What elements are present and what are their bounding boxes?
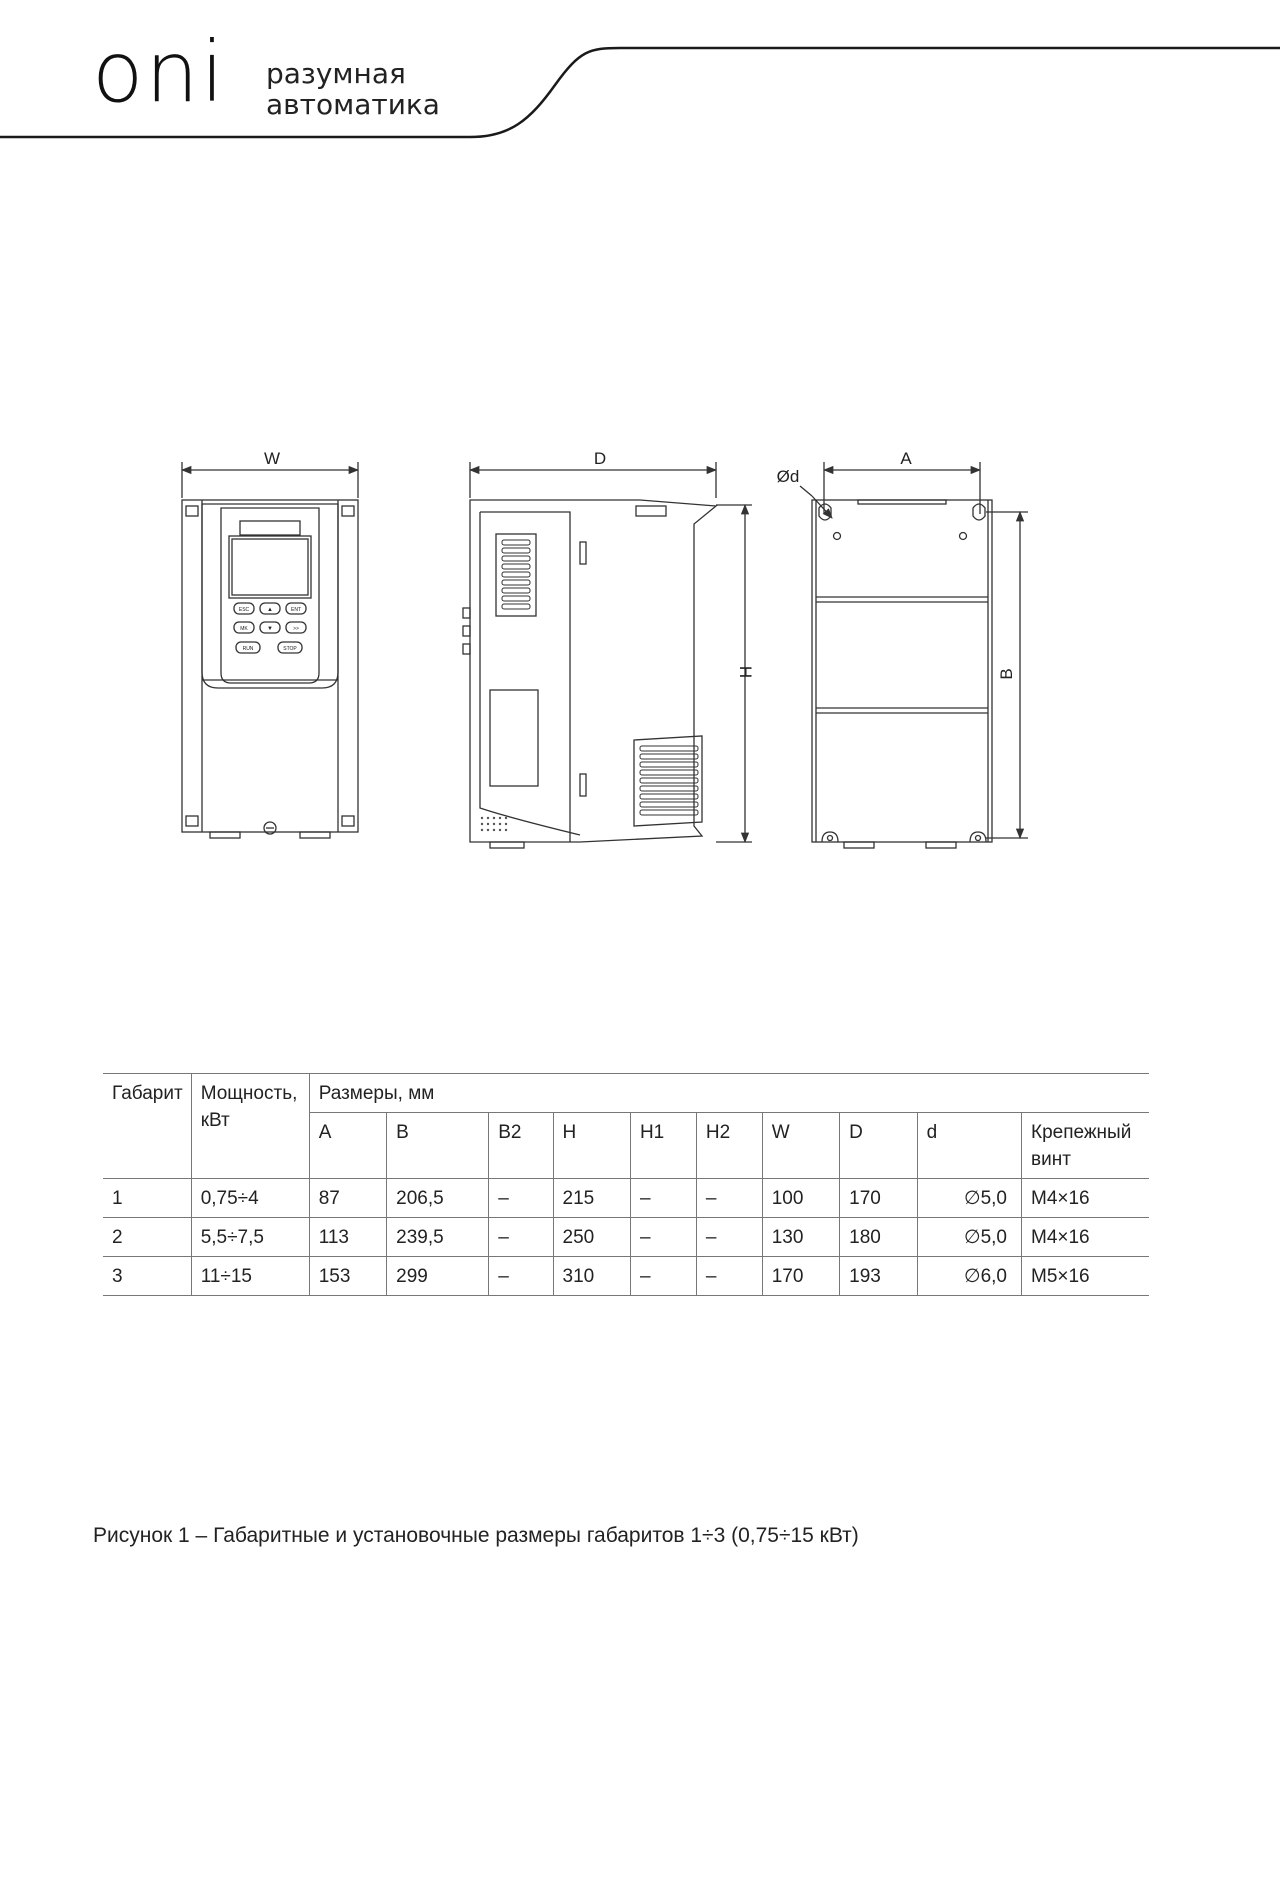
cell-hole: ∅5,0	[917, 1218, 1021, 1257]
cell-hole: ∅5,0	[917, 1179, 1021, 1218]
cell-screw: M4×16	[1022, 1218, 1150, 1257]
cell-d: 193	[840, 1257, 917, 1296]
cell-d: 180	[840, 1218, 917, 1257]
cell-w: 130	[762, 1218, 839, 1257]
header-power: Мощность, кВт	[191, 1074, 309, 1179]
cell-h1: –	[630, 1257, 696, 1296]
cell-hole: ∅6,0	[917, 1257, 1021, 1296]
header-dim-h1: H1	[630, 1113, 696, 1179]
header-dim-w: W	[762, 1113, 839, 1179]
cell-h1: –	[630, 1218, 696, 1257]
header-size: Габарит	[103, 1074, 191, 1179]
front-view-drawing	[182, 449, 358, 838]
cell-a: 153	[309, 1257, 386, 1296]
header-dim-b: B	[387, 1113, 489, 1179]
cell-size: 2	[103, 1218, 191, 1257]
header-dim-b2: B2	[489, 1113, 553, 1179]
cell-h: 215	[553, 1179, 630, 1218]
dim-label-b: B	[997, 668, 1016, 680]
cell-w: 100	[762, 1179, 839, 1218]
table-row	[103, 1218, 1149, 1257]
brand-logo: oni	[92, 23, 226, 121]
table-row	[103, 1257, 1149, 1296]
key-esc-label: ESC	[238, 607, 250, 613]
cell-w: 170	[762, 1257, 839, 1296]
header-dim-hole: d	[917, 1113, 1021, 1179]
dim-label-h: H	[736, 665, 755, 679]
cell-power: 11÷15	[191, 1257, 309, 1296]
brand-tagline-line1: разумная	[266, 57, 406, 90]
key-stop-label: STOP	[283, 646, 297, 652]
key-ent-label: ENT	[291, 607, 301, 613]
dim-label-w: W	[263, 449, 281, 468]
cell-a: 87	[309, 1179, 386, 1218]
figure-caption: Рисунок 1 – Габаритные и установочные размеры габаритов 1÷3 (0,75÷15 кВт)	[93, 1524, 859, 1547]
rear-view-drawing	[777, 449, 1028, 848]
key-run-label: RUN	[242, 646, 254, 652]
cell-b: 299	[387, 1257, 489, 1296]
header-screw: Крепежный винт	[1022, 1113, 1150, 1179]
dim-label-d: D	[593, 449, 607, 468]
table-row	[103, 1179, 1149, 1218]
cell-a: 113	[309, 1218, 386, 1257]
cell-h: 250	[553, 1218, 630, 1257]
cell-b: 239,5	[387, 1218, 489, 1257]
cell-d: 170	[840, 1179, 917, 1218]
header-dimensions: Размеры, мм	[309, 1074, 1149, 1113]
cell-h2: –	[696, 1218, 762, 1257]
cell-power: 5,5÷7,5	[191, 1218, 309, 1257]
cell-b2: –	[489, 1179, 553, 1218]
header-dim-h: H	[553, 1113, 630, 1179]
header-dim-h2: H2	[696, 1113, 762, 1179]
cell-b2: –	[489, 1257, 553, 1296]
brand-tagline-line2: автоматика	[266, 88, 440, 121]
cell-h: 310	[553, 1257, 630, 1296]
cell-size: 3	[103, 1257, 191, 1296]
page-header	[0, 0, 1280, 150]
cell-screw: M4×16	[1022, 1179, 1150, 1218]
key-mk-label: MK	[240, 626, 248, 632]
key-shift-label: >>	[293, 626, 299, 632]
cell-screw: M5×16	[1022, 1257, 1150, 1296]
cell-b: 206,5	[387, 1179, 489, 1218]
cell-size: 1	[103, 1179, 191, 1218]
cell-b2: –	[489, 1218, 553, 1257]
dim-label-a: A	[900, 449, 912, 468]
side-view-drawing	[463, 449, 755, 848]
keypad	[234, 603, 306, 653]
key-up-label: ▲	[267, 607, 273, 613]
dimensions-table	[103, 1073, 1149, 1296]
cell-power: 0,75÷4	[191, 1179, 309, 1218]
header-dim-d: D	[840, 1113, 917, 1179]
dimension-drawings	[0, 430, 1280, 870]
table-header-row	[103, 1074, 1149, 1113]
cell-h2: –	[696, 1179, 762, 1218]
header-dim-a: A	[309, 1113, 386, 1179]
cell-h1: –	[630, 1179, 696, 1218]
cell-h2: –	[696, 1257, 762, 1296]
key-down-label: ▼	[267, 626, 273, 632]
dim-label-hole-diameter: Ød	[776, 467, 800, 486]
